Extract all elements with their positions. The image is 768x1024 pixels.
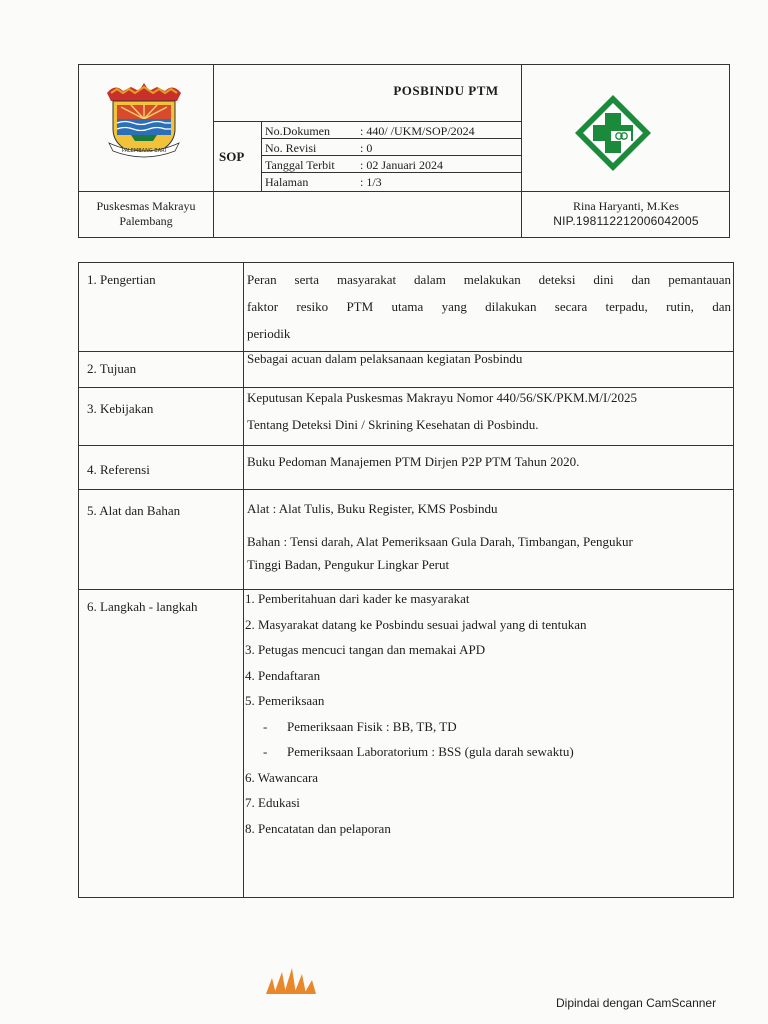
palembang-city-emblem: [101, 79, 187, 163]
list-item: 4. Pendaftaran: [245, 667, 321, 683]
revision-row: No. Revisi : 0: [265, 141, 373, 155]
list-item: 5. Pemeriksaan: [245, 693, 325, 708]
section-text-alat-bahan: Alat : Alat Tulis, Buku Register, KMS Posbindu Bahan : Tensi darah, Alat Pemeriksaan Gula Darah, Timbangan, Pengukur Tinggi Badan, Pengukur Lingkar Perut: [247, 501, 633, 572]
emblem-banner-text: PALEMBANG BARI: [121, 148, 167, 154]
section-label-langkah: 6. Langkah - langkah: [87, 599, 198, 614]
section-text-kebijakan: Keputusan Kepala Puskesmas Makrayu Nomor 440/56/SK/PKM.M/I/2025 Tentang Deteksi Dini / Skrining Kesehatan di Posbindu.: [247, 390, 637, 432]
list-item: 1. Pemberitahuan dari kader ke masyarakat: [245, 591, 470, 606]
health-cross-logo: [571, 91, 655, 175]
sub-list-item: - Pemeriksaan Fisik : BB, TB, TD: [263, 718, 457, 734]
list-item: 8. Pencatatan dan pelaporan: [245, 820, 391, 836]
section-label-alat-bahan: 5. Alat dan Bahan: [87, 503, 181, 518]
page-row: Halaman : 1/3: [265, 175, 382, 189]
signer-nip: NIP.198112212006042005: [553, 214, 699, 228]
camscanner-watermark: Dipindai dengan CamScanner: [556, 996, 717, 1010]
list-item: 2. Masyarakat datang ke Posbindu sesuai jadwal yang di tentukan: [245, 616, 587, 632]
signer-block: [521, 199, 731, 229]
sop-label: SOP: [219, 149, 245, 164]
issue-date-row: Tanggal Terbit : 02 Januari 2024: [265, 158, 443, 172]
scanner-logo-artifact: [262, 968, 322, 994]
doc-number-row: No.Dokumen : 440/ /UKM/SOP/2024: [265, 124, 475, 138]
list-item: 7. Edukasi: [245, 795, 300, 810]
section-text-referensi: Buku Pedoman Manajemen PTM Dirjen P2P PTM Tahun 2020.: [247, 454, 580, 469]
organization-name: Puskesmas Makrayu Palembang: [96, 199, 196, 228]
header-box: [78, 64, 730, 238]
document-title: POSBINDU PTM: [393, 83, 499, 98]
sub-list-item: - Pemeriksaan Laboratorium : BSS (gula darah sewaktu): [263, 744, 574, 759]
section-label-referensi: 4. Referensi: [87, 462, 150, 477]
section-text-pengertian: Peran serta masyarakat dalam melakukan deteksi dini dan pemantauan faktor resiko PTM utama yang dilakukan secara terpadu, rutin, dan periodik: [247, 272, 731, 341]
list-item: 3. Petugas mencuci tangan dan memakai APD: [245, 642, 486, 657]
section-text-tujuan: Sebagai acuan dalam pelaksanaan kegiatan Posbindu: [247, 351, 523, 366]
sop-content-table: [78, 262, 734, 898]
section-label-pengertian: 1. Pengertian: [87, 272, 156, 287]
section-label-tujuan: 2. Tujuan: [87, 361, 137, 376]
list-item: 6. Wawancara: [245, 769, 319, 785]
section-label-kebijakan: 3. Kebijakan: [87, 401, 154, 416]
steps-list: [245, 586, 587, 841]
signer-name: Rina Haryanti, M.Kes: [573, 199, 679, 213]
